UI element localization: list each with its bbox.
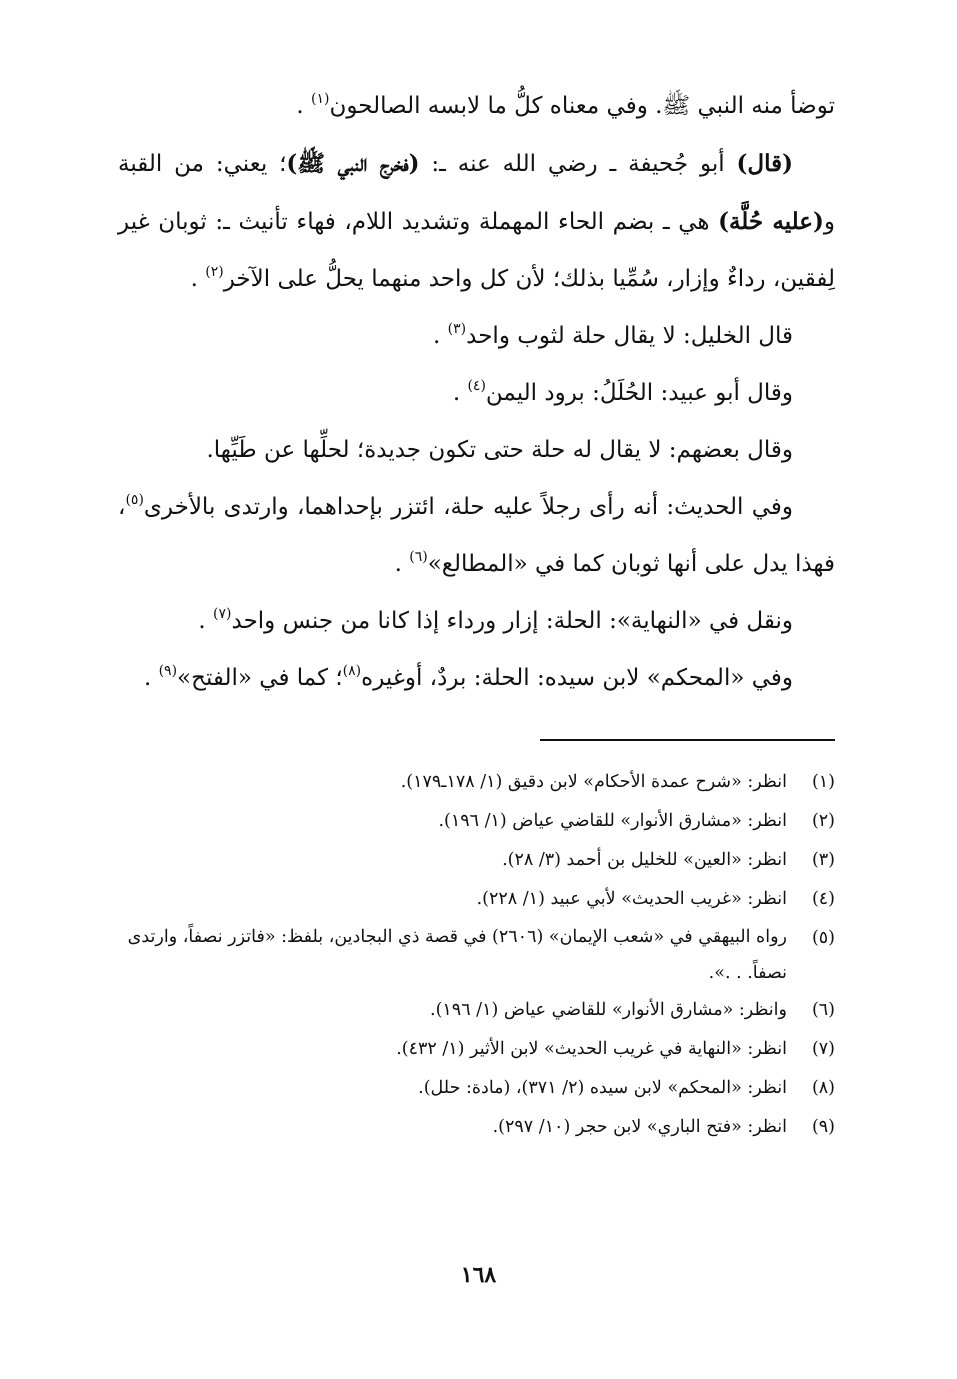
footnote-item <box>118 841 835 880</box>
footnote-text: انظر: «فتح الباري» لابن حجر (١٠/ ٢٩٧). <box>492 1117 787 1137</box>
paragraph-text: قال الخليل: لا يقال حلة لثوب واحد <box>466 323 793 349</box>
paragraph-6 <box>118 479 835 593</box>
footnote-item <box>118 802 835 841</box>
footnote-ref: (٦) <box>409 549 428 565</box>
paragraph-text: ونقل في «النهاية»: الحلة: إزار ورداء إذا كانا من جنس واحد <box>231 608 793 634</box>
paragraph-2 <box>118 135 835 308</box>
footnote-ref: (٤) <box>467 378 486 394</box>
footnote-ref: (٥) <box>125 492 144 508</box>
footnote-text: انظر: «النهاية في غريب الحديث» لابن الأثير (١/ ٤٣٢). <box>396 1039 787 1059</box>
paragraph-text: ؛ كما في «الفتح» <box>177 665 343 691</box>
footnote-number: (٩) <box>811 1117 835 1137</box>
paragraph-text: هي ـ بضم الحاء المهملة وتشديد اللام، فهاء تأنيث ـ: ثوبان غير لِفقين، رداءٌ وإزار، سُمِّيا بذلك؛ لأن كل واحد منهما يحلُّ على الآخر <box>118 209 835 292</box>
footnote-number: (٤) <box>811 889 835 909</box>
footnote-item <box>118 763 835 802</box>
paragraph-end: . <box>394 551 402 577</box>
footnote-ref: (٣) <box>447 321 467 337</box>
footnote-number: (١) <box>811 772 835 792</box>
page-number: ١٦٨ <box>460 1262 497 1288</box>
footnote-number: (٥) <box>811 928 835 948</box>
footnote-text: انظر: «غريب الحديث» لأبي عبيد (١/ ٢٢٨). <box>476 889 787 909</box>
bold-text: (عليه حُلَّة) <box>718 208 824 235</box>
paragraph-1 <box>118 78 835 135</box>
bold-text: (قال) <box>736 150 793 177</box>
footnote-ref: (٢) <box>205 264 224 280</box>
footnote-ref: (٧) <box>213 606 232 622</box>
footnote-text: انظر: «المحكم» لابن سيده (٢/ ٣٧١)، (مادة: حلل). <box>418 1078 787 1098</box>
footnote-text: وانظر: «مشارق الأنوار» للقاضي عياض (١/ ١٩٦). <box>430 1000 787 1020</box>
paragraph-end: . <box>198 608 206 634</box>
main-text <box>118 78 835 707</box>
paragraph-7 <box>118 593 835 650</box>
paragraph-end: . <box>190 266 198 292</box>
bold-text: (فخرج النبي ﷺ) <box>286 150 420 177</box>
footnote-item <box>118 880 835 919</box>
footnote-number: (٧) <box>811 1039 835 1059</box>
paragraph-text: ، فهذا يدل على أنها ثوبان كما في «المطالع» <box>118 494 835 577</box>
footnote-item <box>118 1069 835 1108</box>
footnote-divider <box>540 739 835 741</box>
footnote-ref: (٨) <box>342 663 362 679</box>
footnote-text: انظر: «العين» للخليل بن أحمد (٣/ ٢٨). <box>502 850 787 870</box>
footnote-text: انظر: «مشارق الأنوار» للقاضي عياض (١/ ١٩٦). <box>438 811 787 831</box>
footnote-item <box>118 991 835 1030</box>
footnote-number: (٦) <box>811 1000 835 1020</box>
paragraph-5 <box>118 422 835 479</box>
footnote-ref: (١) <box>311 91 330 107</box>
footnote-item <box>118 1108 835 1147</box>
paragraph-end: . <box>433 323 441 349</box>
paragraph-text: وقال أبو عبيد: الحُلَلُ: برود اليمن <box>485 380 793 406</box>
paragraph-8 <box>118 650 835 707</box>
paragraph-3 <box>118 308 835 365</box>
paragraph-end: . <box>296 93 304 119</box>
paragraph-text: وفي «المحكم» لابن سيده: الحلة: بردٌ، أوغيره <box>361 665 793 691</box>
footnote-text: رواه البيهقي في «شعب الإيمان» (٢٦٠٦) في قصة ذي البجادين، بلفظ: «فاتزر نصفاً، وارتدى نصفاً. . .». <box>127 927 787 983</box>
footnote-number: (٣) <box>811 850 835 870</box>
footnote-item <box>118 919 835 991</box>
paragraph-text: وفي الحديث: أنه رأى رجلاً عليه حلة، ائتزر بإحداهما، وارتدى بالأخرى <box>143 494 793 520</box>
footnote-number: (٢) <box>811 811 835 831</box>
paragraph-text: أبو جُحيفة ـ رضي الله عنه ـ: <box>419 151 737 177</box>
paragraph-end: . <box>452 380 461 406</box>
footnote-text: انظر: «شرح عمدة الأحكام» لابن دقيق (١/ ١٧٨ـ١٧٩). <box>400 772 787 792</box>
paragraph-4 <box>118 365 835 422</box>
paragraph-text: وقال بعضهم: لا يقال له حلة حتى تكون جديدة؛ لحلِّها عن طَيِّها. <box>206 437 793 463</box>
paragraph-end: . <box>143 665 152 691</box>
footnote-ref: (٩) <box>158 663 178 679</box>
paragraph-text: توضأ منه النبي ﷺ. وفي معناه كلُّ ما لابسه الصالحون <box>329 93 835 119</box>
footnotes <box>118 763 835 1147</box>
footnote-number: (٨) <box>811 1078 835 1098</box>
paragraph-text: ؛ يعني: من القبة و <box>118 151 835 235</box>
footnote-item <box>118 1030 835 1069</box>
